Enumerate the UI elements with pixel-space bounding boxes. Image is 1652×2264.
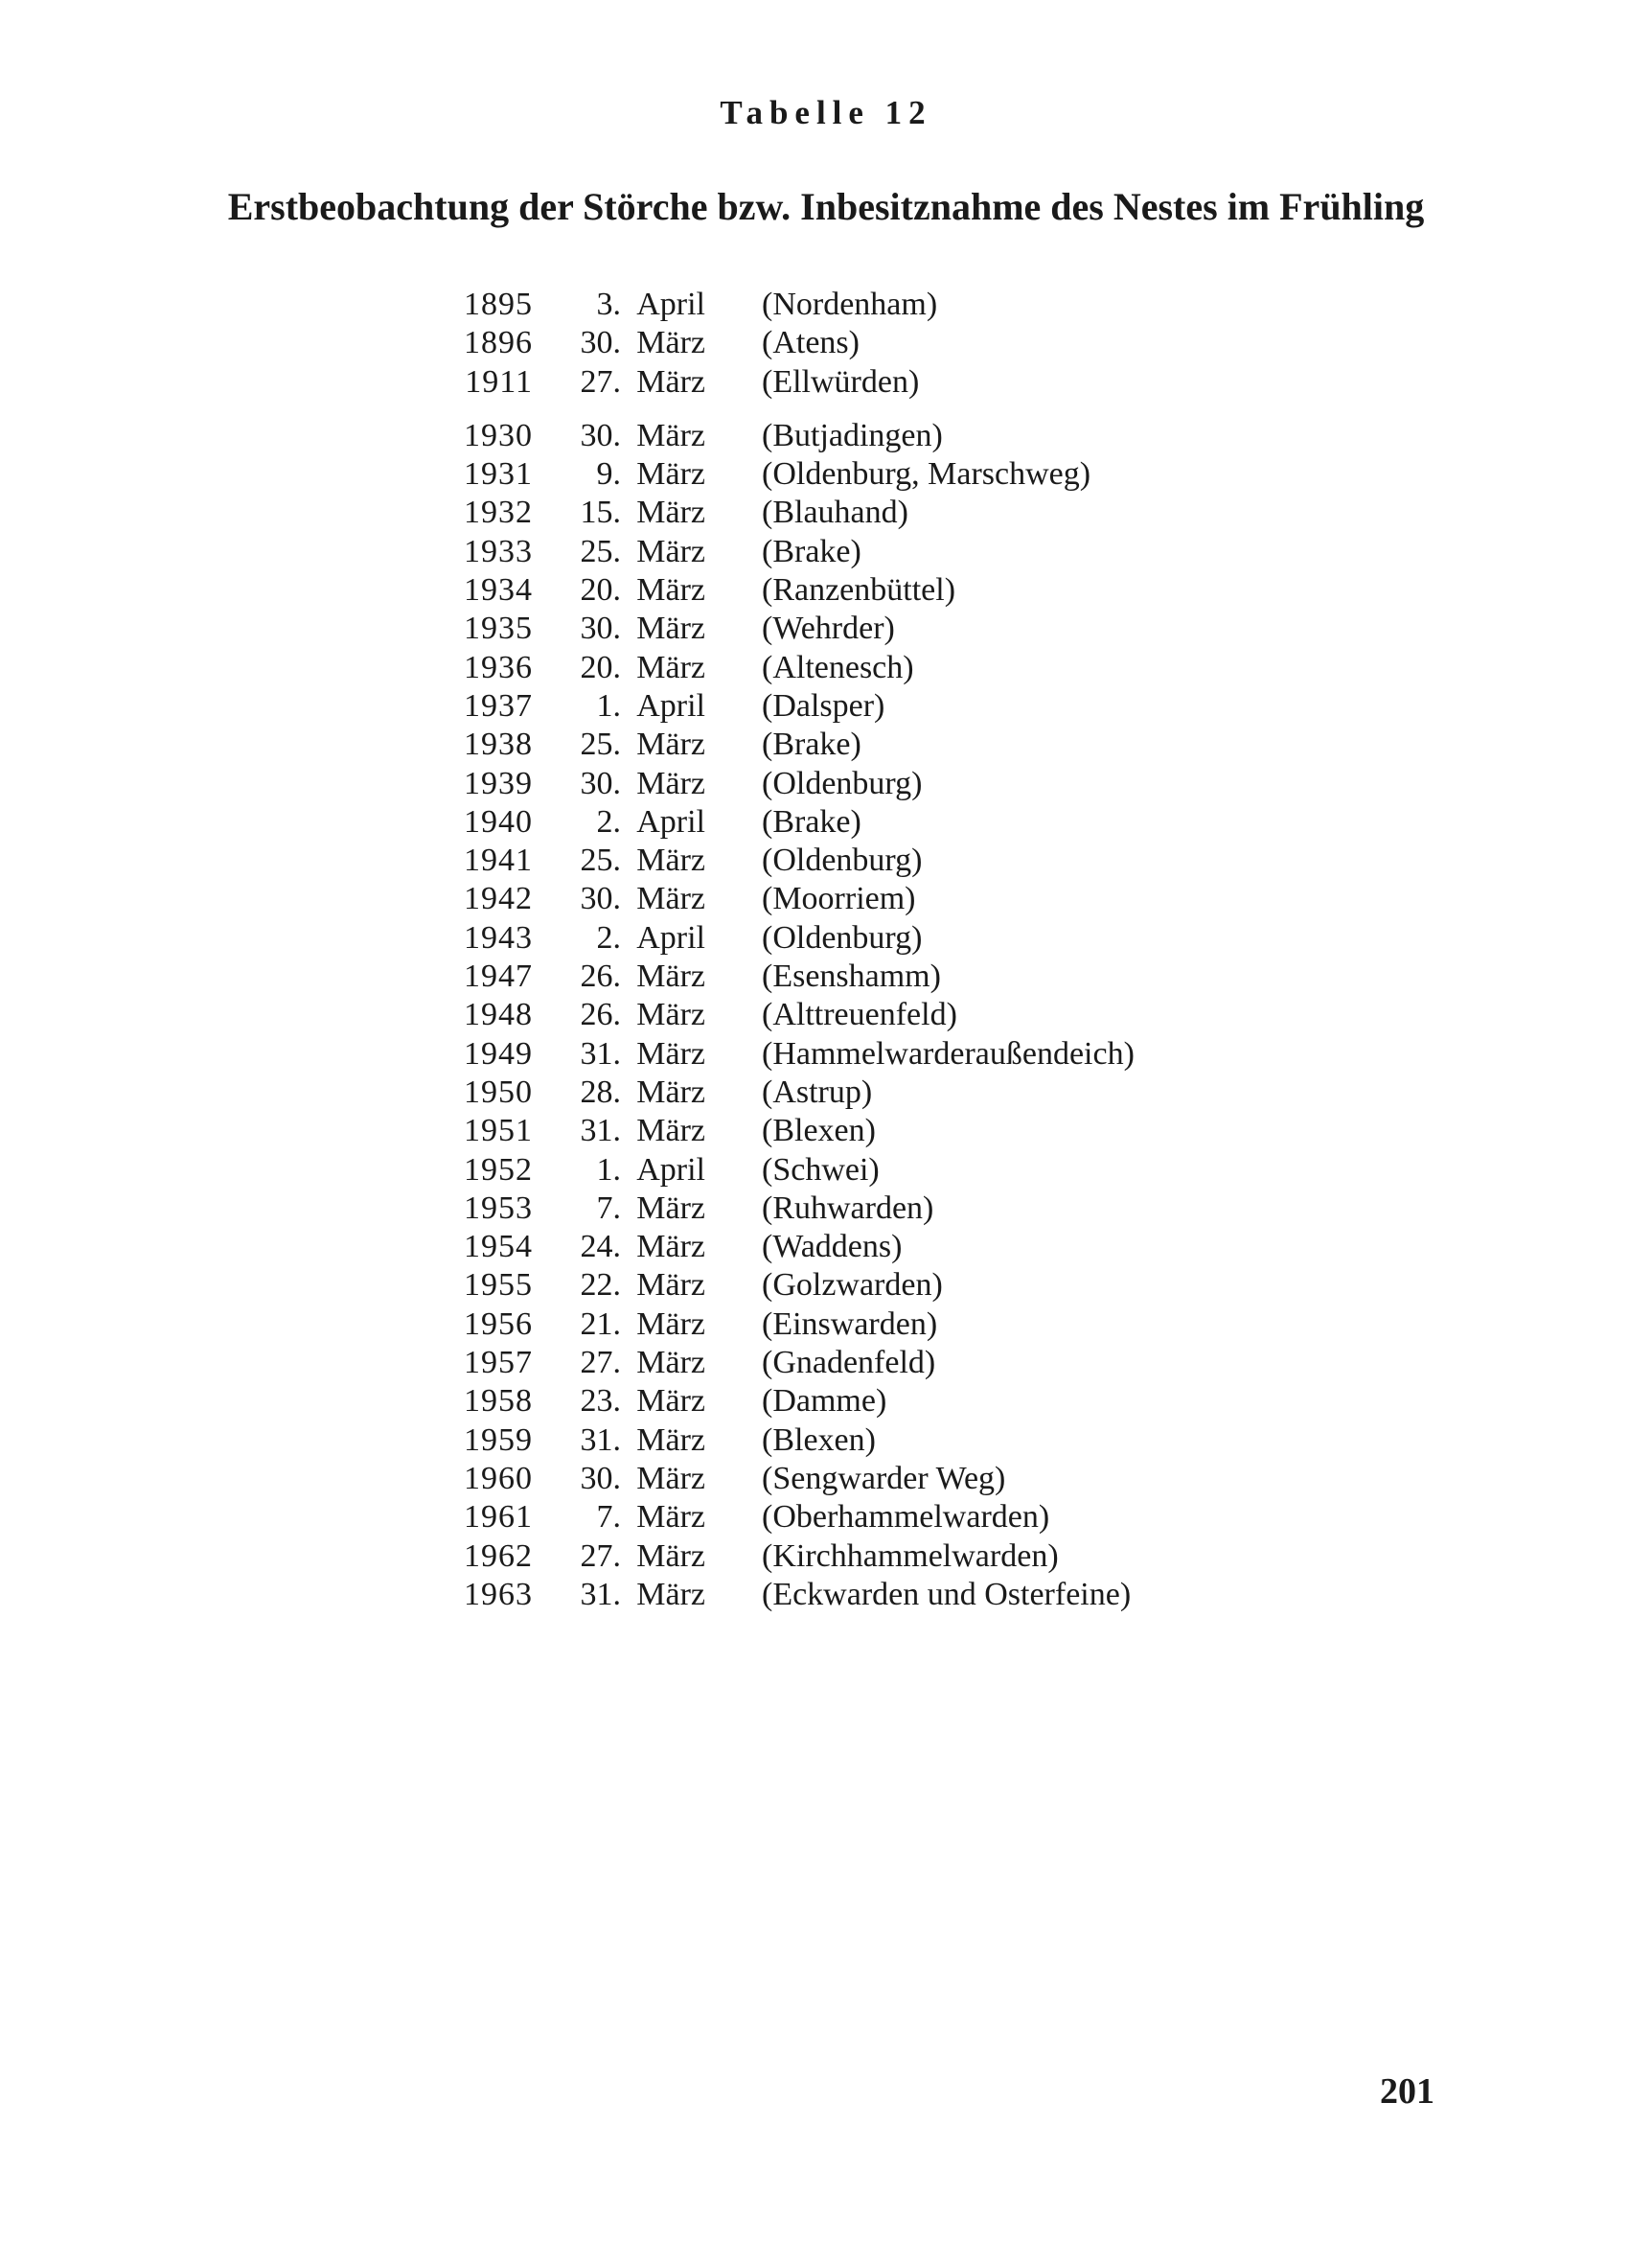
cell-place: (Ranzenbüttel)	[762, 572, 956, 609]
cell-year: 1952	[464, 1151, 533, 1188]
cell-place: (Kirchhammelwarden)	[762, 1537, 1059, 1574]
table-row	[456, 1421, 1135, 1460]
cell-month: März	[636, 611, 705, 647]
table-row	[456, 1151, 1135, 1190]
cell-day: 20.	[580, 572, 621, 609]
cell-month: März	[636, 325, 705, 361]
cell-place: (Blexen)	[762, 1113, 876, 1149]
cell-month: März	[636, 456, 705, 493]
cell-month: März	[636, 765, 705, 801]
cell-month: März	[636, 649, 705, 685]
cell-place: (Brake)	[762, 727, 861, 763]
page-number: 201	[1380, 2071, 1434, 2112]
cell-place: (Waddens)	[762, 1229, 903, 1265]
cell-place: (Blexen)	[762, 1421, 876, 1458]
table-row	[456, 1576, 1135, 1614]
cell-day: 7.	[596, 1190, 621, 1226]
cell-place: (Sengwarder Weg)	[762, 1460, 1006, 1496]
table-row	[456, 765, 1135, 803]
cell-year: 1955	[464, 1267, 533, 1304]
cell-day: 26.	[580, 959, 621, 995]
cell-day: 30.	[580, 1460, 621, 1496]
cell-month: April	[636, 1151, 705, 1188]
cell-month: März	[636, 1113, 705, 1149]
cell-place: (Nordenham)	[762, 287, 938, 322]
cell-year: 1936	[464, 649, 533, 685]
cell-day: 30.	[580, 611, 621, 647]
cell-year: 1947	[464, 959, 533, 995]
cell-place: (Alttreuenfeld)	[762, 997, 957, 1033]
cell-year: 1937	[464, 687, 533, 724]
table-row	[456, 996, 1135, 1034]
cell-month: März	[636, 417, 705, 453]
table-row	[456, 1074, 1135, 1112]
cell-place: (Einswarden)	[762, 1305, 938, 1342]
cell-month: März	[636, 1345, 705, 1381]
cell-month: März	[636, 1499, 705, 1536]
cell-month: März	[636, 1074, 705, 1110]
cell-month: März	[636, 1190, 705, 1226]
cell-month: März	[636, 1383, 705, 1420]
table-row	[456, 1190, 1135, 1228]
cell-month: März	[636, 1035, 705, 1072]
cell-month: April	[636, 287, 705, 322]
table-row	[456, 1382, 1135, 1421]
cell-day: 15.	[580, 495, 621, 531]
table-row	[456, 1344, 1135, 1382]
cell-month: März	[636, 1576, 705, 1612]
cell-month: März	[636, 1305, 705, 1342]
cell-year: 1959	[464, 1421, 533, 1458]
table-row	[456, 687, 1135, 726]
cell-day: 23.	[580, 1383, 621, 1420]
cell-day: 24.	[580, 1229, 621, 1265]
cell-month: März	[636, 1537, 705, 1574]
cell-year: 1961	[464, 1499, 533, 1536]
cell-day: 30.	[580, 325, 621, 361]
cell-place: (Oldenburg)	[762, 919, 923, 956]
table-row	[456, 455, 1135, 494]
cell-day: 27.	[580, 1537, 621, 1574]
cell-place: (Golzwarden)	[762, 1267, 943, 1304]
table-row	[456, 571, 1135, 610]
cell-place: (Oldenburg)	[762, 843, 923, 879]
cell-day: 7.	[596, 1499, 621, 1536]
cell-day: 30.	[580, 881, 621, 917]
cell-year: 1948	[464, 997, 533, 1033]
cell-place: (Oldenburg, Marschweg)	[762, 456, 1091, 493]
cell-year: 1935	[464, 611, 533, 647]
cell-year: 1953	[464, 1190, 533, 1226]
cell-day: 25.	[580, 533, 621, 569]
cell-day: 1.	[596, 1151, 621, 1188]
cell-day: 9.	[596, 456, 621, 493]
cell-day: 27.	[580, 1345, 621, 1381]
cell-day: 31.	[580, 1421, 621, 1458]
cell-day: 27.	[580, 363, 621, 400]
table-row	[456, 1035, 1135, 1074]
cell-place: (Butjadingen)	[762, 417, 943, 453]
cell-year: 1895	[464, 287, 533, 322]
table-row	[456, 1460, 1135, 1498]
table-row	[456, 417, 1135, 455]
cell-place: (Eckwarden und Osterfeine)	[762, 1576, 1132, 1612]
cell-year: 1931	[464, 456, 533, 493]
table-row	[456, 919, 1135, 958]
table-row	[456, 1537, 1135, 1576]
cell-year: 1956	[464, 1305, 533, 1342]
cell-month: März	[636, 843, 705, 879]
cell-month: März	[636, 1267, 705, 1304]
cell-day: 25.	[580, 727, 621, 763]
cell-month: März	[636, 1421, 705, 1458]
table-row	[456, 363, 1135, 402]
table-row	[456, 533, 1135, 571]
cell-place: (Dalsper)	[762, 687, 885, 724]
cell-place: (Brake)	[762, 533, 861, 569]
cell-place: (Wehrder)	[762, 611, 895, 647]
cell-year: 1911	[465, 363, 533, 400]
cell-month: März	[636, 727, 705, 763]
cell-day: 3.	[596, 287, 621, 322]
cell-year: 1940	[464, 803, 533, 840]
cell-year: 1962	[464, 1537, 533, 1574]
table-row	[456, 649, 1135, 687]
table-row	[456, 1305, 1135, 1344]
cell-day: 2.	[596, 803, 621, 840]
cell-month: März	[636, 533, 705, 569]
cell-place: (Brake)	[762, 803, 861, 840]
cell-year: 1949	[464, 1035, 533, 1072]
cell-place: (Altenesch)	[762, 649, 914, 685]
cell-day: 20.	[580, 649, 621, 685]
table-caption: Tabelle 12	[720, 94, 932, 131]
cell-place: (Gnadenfeld)	[762, 1345, 936, 1381]
cell-month: März	[636, 959, 705, 995]
cell-month: März	[636, 1229, 705, 1265]
cell-place: (Blauhand)	[762, 495, 908, 531]
cell-place: (Hammelwarderaußendeich)	[762, 1035, 1135, 1072]
cell-day: 30.	[580, 417, 621, 453]
cell-month: April	[636, 687, 705, 724]
table-row	[456, 803, 1135, 842]
table-row	[456, 1498, 1135, 1536]
cell-year: 1942	[464, 881, 533, 917]
cell-day: 2.	[596, 919, 621, 956]
cell-day: 31.	[580, 1576, 621, 1612]
cell-year: 1939	[464, 765, 533, 801]
cell-day: 1.	[596, 687, 621, 724]
cell-year: 1932	[464, 495, 533, 531]
cell-year: 1943	[464, 919, 533, 956]
cell-place: (Oberhammelwarden)	[762, 1499, 1050, 1536]
cell-place: (Atens)	[762, 325, 860, 361]
cell-year: 1930	[464, 417, 533, 453]
table-row	[456, 842, 1135, 880]
cell-month: März	[636, 363, 705, 400]
cell-day: 26.	[580, 997, 621, 1033]
table-row	[456, 494, 1135, 532]
table-row	[456, 1266, 1135, 1305]
cell-month: April	[636, 803, 705, 840]
cell-year: 1954	[464, 1229, 533, 1265]
table-row	[456, 1112, 1135, 1150]
table-title: Erstbeobachtung der Störche bzw. Inbesitznahme des Nestes im Frühling	[227, 185, 1425, 228]
cell-year: 1951	[464, 1113, 533, 1149]
cell-place: (Astrup)	[762, 1074, 873, 1110]
cell-year: 1960	[464, 1460, 533, 1496]
cell-year: 1963	[464, 1576, 533, 1612]
cell-place: (Moorriem)	[762, 881, 916, 917]
cell-year: 1896	[464, 325, 533, 361]
cell-day: 21.	[580, 1305, 621, 1342]
cell-day: 22.	[580, 1267, 621, 1304]
cell-month: April	[636, 919, 705, 956]
cell-month: März	[636, 495, 705, 531]
cell-month: März	[636, 881, 705, 917]
cell-year: 1957	[464, 1345, 533, 1381]
observation-table	[456, 286, 1135, 1614]
cell-month: März	[636, 1460, 705, 1496]
cell-month: März	[636, 997, 705, 1033]
cell-month: März	[636, 572, 705, 609]
cell-place: (Damme)	[762, 1383, 887, 1420]
cell-day: 31.	[580, 1035, 621, 1072]
table-row	[456, 1228, 1135, 1266]
cell-year: 1958	[464, 1383, 533, 1420]
table-row	[456, 880, 1135, 918]
cell-day: 31.	[580, 1113, 621, 1149]
cell-year: 1934	[464, 572, 533, 609]
table-row	[456, 958, 1135, 996]
cell-year: 1941	[464, 843, 533, 879]
cell-place: (Ruhwarden)	[762, 1190, 934, 1226]
table-row	[456, 610, 1135, 648]
cell-day: 25.	[580, 843, 621, 879]
cell-day: 30.	[580, 765, 621, 801]
cell-year: 1938	[464, 727, 533, 763]
table-row	[456, 286, 1135, 324]
cell-place: (Oldenburg)	[762, 765, 923, 801]
cell-year: 1950	[464, 1074, 533, 1110]
cell-year: 1933	[464, 533, 533, 569]
cell-place: (Schwei)	[762, 1151, 880, 1188]
cell-place: (Ellwürden)	[762, 363, 920, 400]
table-row	[456, 726, 1135, 764]
table-row	[456, 324, 1135, 362]
cell-day: 28.	[580, 1074, 621, 1110]
cell-place: (Esenshamm)	[762, 959, 941, 995]
